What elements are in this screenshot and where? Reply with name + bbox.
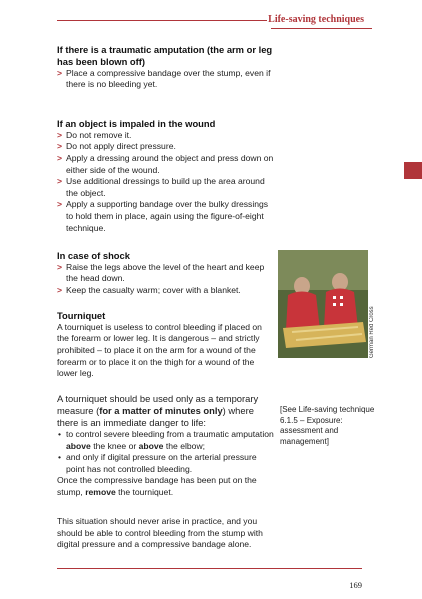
list-item: > Apply a supporting bandage over the bulky dressings to hold them in place, again using the figure-of-eight technique.: [57, 199, 269, 233]
tourniquet-usage: [57, 393, 275, 499]
rescue-photo: [278, 250, 368, 358]
header-rule-right: [271, 28, 372, 29]
page-number: 169: [349, 580, 362, 590]
tourniquet-lead: A tourniquet should be used only as a temporary measure (for a matter of minutes only) where there is an immediate danger to life:: [57, 393, 259, 428]
photo-illustration: [278, 250, 368, 358]
bullet-list: [57, 262, 275, 297]
list-item: > Raise the legs above the level of the heart and keep the head down.: [57, 261, 265, 284]
footer-rule: [57, 568, 362, 569]
bullet-list: [57, 130, 275, 234]
list-item: > Do not remove it.: [57, 129, 132, 140]
tourniquet-body: A tourniquet is useless to control bleeding if placed on the forearm or lower leg. It is dangerous – and strictly prohibited – to place it on the arm for a wound of the forearm or to place it on the thigh for a wound of the lower leg.: [57, 321, 262, 379]
list-item: • and only if digital pressure on the arterial pressure point has not controlled bleeding.: [58, 452, 257, 474]
list-item: > Apply a dressing around the object and press down on either side of the wound.: [57, 152, 274, 175]
section-heading: Tourniquet: [57, 310, 106, 321]
photo-credit: German Red Cross: [369, 306, 375, 358]
header-rule-left: [57, 20, 267, 21]
tourniquet-closing: Once the compressive bandage has been put on the stump, remove the tourniquet.: [57, 475, 257, 497]
list-item: > Keep the casualty warm; cover with a blanket.: [57, 284, 241, 295]
list-item: > Place a compressive bandage over the stump, even if there is no bleeding yet.: [57, 67, 271, 90]
list-item: > Use additional dressings to build up the area around the object.: [57, 176, 265, 198]
final-paragraph: This situation should never arise in practice, and you should be able to control bleeding from the stump with digital pressure and a compressive bandage alone.: [57, 516, 263, 550]
cross-reference-note: [See Life-saving technique 6.1.5 – Exposure: assessment and management]: [280, 405, 375, 446]
section-heading: If there is a traumatic amputation (the arm or leg has been blown off): [57, 44, 273, 67]
section-heading: If an object is impaled in the wound: [57, 118, 216, 129]
bullet-list: [57, 68, 275, 91]
section-impaled-object: [57, 118, 275, 234]
chapter-tab: [404, 162, 422, 179]
list-item: > Do not apply direct pressure.: [57, 141, 176, 152]
list-item: • to control severe bleeding from a traumatic amputation above the knee or above the elbow;: [58, 429, 274, 451]
condition-list: [57, 429, 275, 475]
section-tourniquet: [57, 310, 275, 380]
section-heading: In case of shock: [57, 250, 130, 261]
running-header: Life-saving techniques: [268, 14, 364, 25]
section-amputation: [57, 44, 275, 91]
section-shock: [57, 250, 275, 297]
tourniquet-final: [57, 516, 275, 551]
